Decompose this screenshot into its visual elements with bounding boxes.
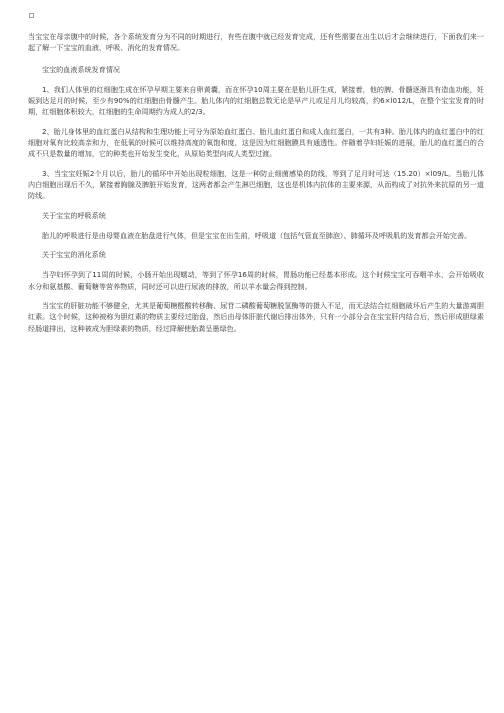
blood-paragraph-1: 1、我们人体里的红细胞生成在怀孕早期主要来自卵黄囊，而在怀孕10周主要在是胎儿肝生成，紧接着，他的脾、骨髓逐渐具有造血功能，妊娠到达足月的时候，至少有90%的红细胞由骨髓产生。胎儿体内的红细胞总数无论是早产儿或足月儿均较高，约6×l012/L，在整个宝宝发育的时期，红细胞体积较大，红细胞的生命周期约为成人的2/3。	[28, 84, 484, 117]
blood-paragraph-2: 2、胎儿身体里的血红蛋白从结构和生理功能上可分为原始血红蛋白、胎儿血红蛋白和成人血红蛋白，一共有3种。胎儿体内的血红蛋白中的红细胞对氧有比较高亲和力，在低氧的时候可以维持高度的氧饱和度，这是因为红细胞膜具有通透性。伴随着孕妇妊娠的进展，胎儿的血红蛋白的合成不只是数量的增加，它的种类也开始发生变化，从原始类型向成人类型过渡。	[28, 126, 484, 159]
page-marker-icon	[29, 13, 34, 18]
section-heading-blood: 宝宝的血液系统发育情况	[42, 64, 121, 74]
article-body	[28, 31, 484, 342]
section-heading-respiratory: 关于宝宝的呼吸系统	[42, 210, 106, 220]
blood-paragraph-3: 3、当宝宝妊娠2个月以后，胎儿的循环中开始出现粒细胞，这是一种防止细菌感染的防线，等到了足月时可达（15.20）×l09/L。当胎儿体内白细胞出现后不久，紧接着胸腺及脾脏开始发育，这两者都会产生淋巴细胞，这也是机体内抗体的主要来源，从而构成了对抗外来抗原的另一道防线。	[28, 168, 484, 201]
digestive-paragraph-1: 当孕妇怀孕到了11周的时候，小肠开始出现蠕动，等到了怀孕16周的时候，胃肠功能已经基本形成。这个时候宝宝可吞咽羊水，会开始吸收水分和氨基酸、葡萄糖等营养物质，同时还可以进行尿液的排放，所以羊水量会得到控制。	[28, 270, 484, 291]
respiratory-paragraph-1: 胎儿的呼吸进行是由母婴血液在胎盘进行气体，但是宝宝在出生前，呼吸道（包括气管直至肺泡）、肺循环及呼吸肌的发育都会开始完善。	[42, 230, 472, 240]
intro-paragraph: 当宝宝在母亲腹中的时候，各个系统发育分为不同的时期进行，有些在腹中就已经发育完成，还有些需要在出生以后才会继续进行，下面我们来一起了解一下宝宝的血液、呼吸、消化的发育情况。	[28, 32, 484, 53]
section-heading-digestive: 关于宝宝的消化系统	[42, 250, 106, 260]
digestive-paragraph-2: 当宝宝的肝脏功能不够健全，尤其是葡萄糖醛酸转移酶、尿苷二磷酸葡萄糖脱氢酶等的摄入不足，而无法结合红细胞破坏后产生的大量游离胆红素。这个时候，这种被称为胆红素的物质主要经过胎盘，然后由母体肝脏代谢后排出体外，只有一小部分会在宝宝肝内结合后，然后形成胆绿素经肠道排出，这种被成为胆绿素的物质，经过降解使胎粪呈墨绿色。	[28, 301, 484, 333]
